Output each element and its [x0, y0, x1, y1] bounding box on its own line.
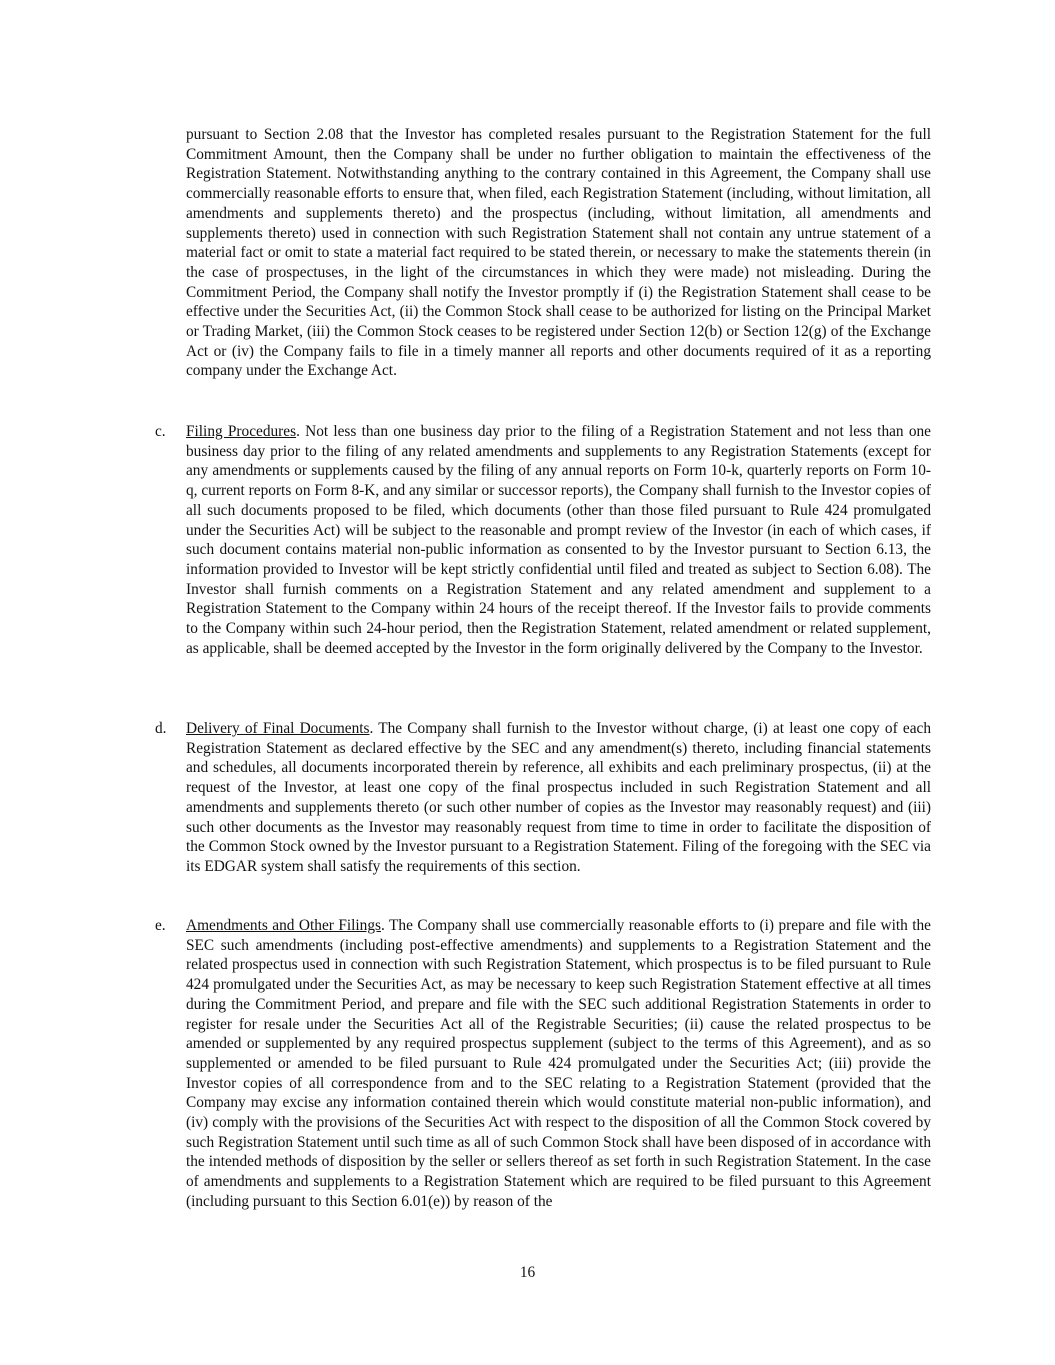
item-marker: e. [155, 917, 166, 934]
page-number: 16 [519, 1264, 536, 1281]
item-text: . The Company shall use commercially reasonable efforts to (i) prepare and file with the SEC such amendments (including post-effective amendments) and supplements to a Registration Statement and the related prospectus used in connection with such Registration Statement, which prospectus is to be filed pursuant to Rule 424 promulgated under the Securities Act, as may be necessary to keep such Registration Statement effective at all times during the Commitment Period, and prepare and file with the SEC such additional Registration Statements in order to register for resale under the Securities Act all of the Registrable Securities; (ii) cause the related prospectus to be amended or supplemented by any required prospectus supplement (subject to the terms of this Agreement), and as so supplemented or amended to be filed pursuant to Rule 424 promulgated under the Securities Act; (iii) provide the Investor copies of all correspondence from and to the SEC relating to a Registration Statement (provided that the Company may excise any information contained therein which would constitute material non-public information), and (iv) comply with the provisions of the Securities Act with respect to the disposition of all the Common Stock covered by such Registration Statement until such time as all of such Common Stock shall have been disposed of in accordance with the intended methods of disposition by the seller or sellers thereof as set forth in such Registration Statement. In the case of amendments and supplements to a Registration Statement which are required to be filed pursuant to this Agreement (including pursuant to this Section 6.01(e)) by reason of the [186, 917, 931, 1210]
item-heading: Filing Procedures [186, 423, 297, 440]
item-body [186, 422, 931, 658]
item-text: . The Company shall furnish to the Investor without charge, (i) at least one copy of each Registration Statement as declared effective by the SEC and any amendment(s) thereto, including financial statements and schedules, all documents incorporated therein by reference, all exhibits and each preliminary prospectus, (ii) at the request of the Investor, at least one copy of the final prospectus included in such Registration Statement and all amendments and supplements thereto (or such other number of copies as the Investor may reasonably request) and (iii) such other documents as the Investor may reasonably request from time to time in order to facilitate the disposition of the Common Stock owned by the Investor pursuant to a Registration Statement. Filing of the foregoing with the SEC via its EDGAR system shall satisfy the requirements of this section. [186, 720, 931, 875]
item-body [186, 916, 931, 1212]
item-marker: d. [155, 720, 167, 737]
item-marker: c. [155, 423, 166, 440]
item-body [186, 719, 931, 877]
item-heading: Delivery of Final Documents [186, 720, 370, 737]
continuation-paragraph: pursuant to Section 2.08 that the Investor has completed resales pursuant to the Registration Statement for the full Commitment Amount, then the Company shall be under no further obligation to maintain the effectiveness of the Registration Statement. Notwithstanding anything to the contrary contained in this Agreement, the Company shall use commercially reasonable efforts to ensure that, when filed, each Registration Statement (including, without limitation, all amendments and supplements thereto) and the prospectus (including, without limitation, all amendments and supplements thereto) used in connection with such Registration Statement shall not contain any untrue statement of a material fact or omit to state a material fact required to be stated therein, or necessary to make the statements therein (in the case of prospectuses, in the light of the circumstances in which they were made) not misleading. During the Commitment Period, the Company shall notify the Investor promptly if (i) the Registration Statement shall cease to be effective under the Securities Act, (ii) the Common Stock shall cease to be authorized for listing on the Principal Market or Trading Market, (iii) the Common Stock ceases to be registered under Section 12(b) or Section 12(g) of the Exchange Act or (iv) the Company fails to file in a timely manner all reports and other documents required of it as a reporting company under the Exchange Act. [186, 126, 931, 380]
item-heading: Amendments and Other Filings [186, 917, 381, 934]
item-text: . Not less than one business day prior to the filing of a Registration Statement and not less than one business day prior to the filing of any related amendments and supplements to any Registration Statements (except for any amendments or supplements caused by the filing of any annual reports on Form 10-k, quarterly reports on Form 10-q, current reports on Form 8-K, and any similar or successor reports), the Company shall furnish to the Investor copies of all such documents proposed to be filed, which documents (other than those filed pursuant to Rule 424 promulgated under the Securities Act) will be subject to the reasonable and prompt review of the Investor (in each of which cases, if such document contains material non-public information as consented to by the Investor pursuant to Section 6.13, the information provided to Investor will be kept strictly confidential until filed and treated as subject to Section 6.08). The Investor shall furnish comments on a Registration Statement and any related amendment and supplement to a Registration Statement to the Company within 24 hours of the receipt thereof. If the Investor fails to provide comments to the Company within such 24-hour period, then the Registration Statement, related amendment or related supplement, as applicable, shall be deemed accepted by the Investor in the form originally delivered by the Company to the Investor. [186, 423, 931, 657]
